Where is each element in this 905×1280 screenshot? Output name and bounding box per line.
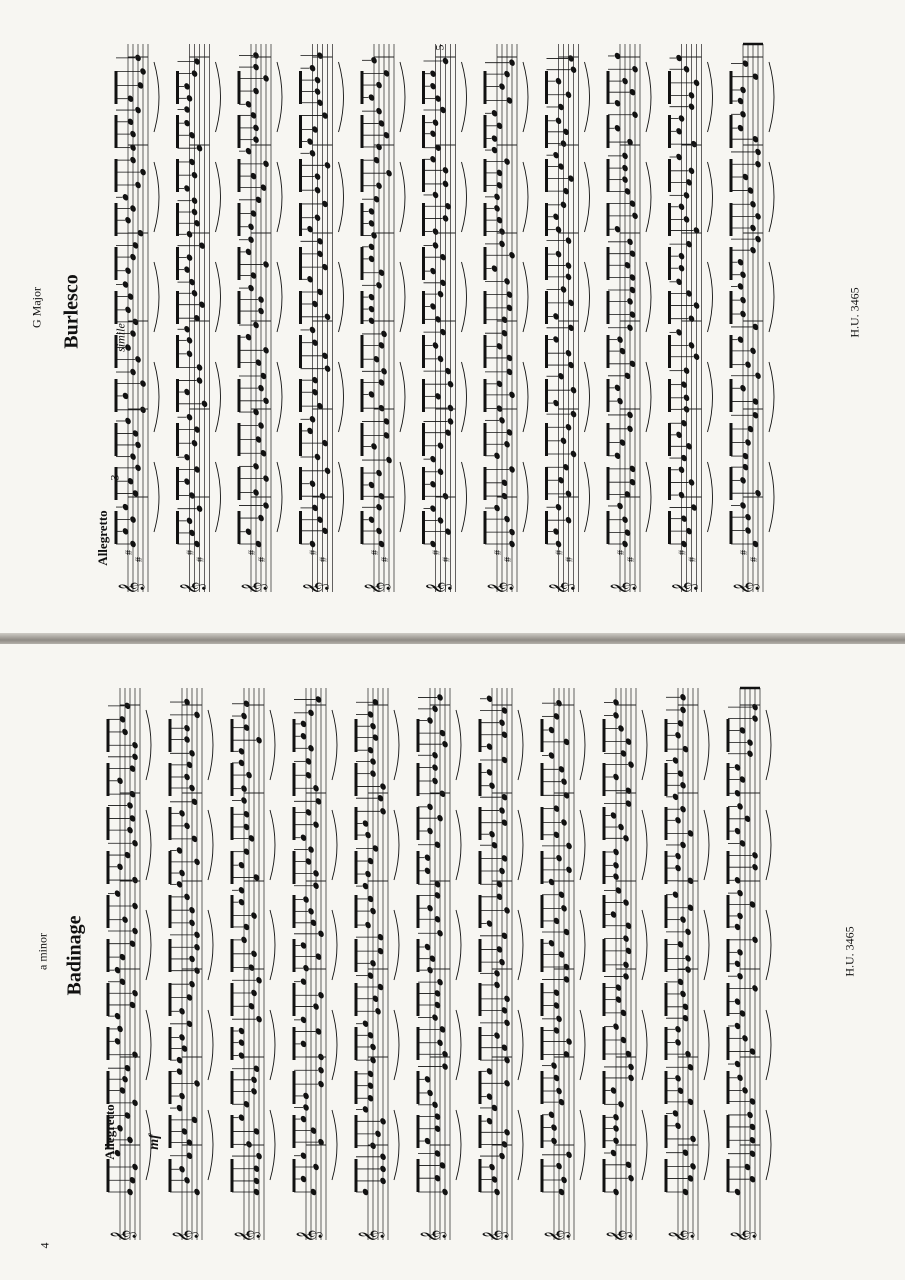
svg-text:𝄞: 𝄞 bbox=[242, 581, 267, 595]
svg-text:𝄞: 𝄞 bbox=[545, 1229, 570, 1243]
svg-text:𝄞: 𝄞 bbox=[672, 581, 698, 595]
page-5 bbox=[0, 0, 905, 636]
svg-text:𝄞: 𝄞 bbox=[734, 581, 759, 595]
svg-text:#: # bbox=[554, 550, 566, 555]
svg-text:#: # bbox=[257, 557, 268, 562]
staff-system bbox=[728, 688, 771, 1243]
svg-text:𝄞: 𝄞 bbox=[173, 1229, 198, 1243]
svg-text:𝄞: 𝄞 bbox=[669, 1229, 694, 1243]
svg-text:𝄞: 𝄞 bbox=[180, 581, 206, 595]
staff-system bbox=[356, 688, 399, 1243]
staff-system bbox=[666, 688, 709, 1243]
svg-text:𝄞: 𝄞 bbox=[421, 1229, 446, 1243]
page-number: 5 bbox=[432, 44, 447, 51]
staff-system bbox=[547, 44, 590, 595]
staff-system bbox=[294, 688, 337, 1243]
svg-text:#: # bbox=[134, 557, 145, 562]
simile-marking: simile bbox=[113, 323, 128, 352]
tempo-marking: Allegretto bbox=[95, 510, 110, 566]
svg-text:#: # bbox=[687, 557, 699, 562]
staff-system bbox=[608, 44, 651, 595]
key-label: G Major bbox=[29, 287, 44, 328]
svg-text:𝄞: 𝄞 bbox=[359, 1229, 384, 1243]
staff-system bbox=[418, 688, 461, 1243]
svg-text:#: # bbox=[626, 557, 637, 562]
svg-text:𝄞: 𝄞 bbox=[426, 581, 452, 595]
staff-system bbox=[170, 688, 213, 1243]
svg-text:𝄞: 𝄞 bbox=[611, 581, 636, 595]
svg-text:𝄞: 𝄞 bbox=[549, 581, 575, 595]
svg-text:#: # bbox=[247, 550, 258, 555]
svg-text:#: # bbox=[749, 557, 760, 562]
staff-system bbox=[424, 44, 467, 595]
svg-text:#: # bbox=[616, 550, 627, 555]
svg-text:#: # bbox=[493, 550, 504, 555]
page-footer: H.U. 3465 bbox=[847, 287, 862, 338]
tempo-marking: Allegretto bbox=[102, 1104, 117, 1160]
svg-text:#: # bbox=[677, 550, 689, 555]
svg-text:#: # bbox=[370, 550, 381, 555]
tuplet-mark: 3 bbox=[107, 474, 122, 481]
staff-systems-page-5 bbox=[0, 0, 905, 636]
svg-text:𝄞: 𝄞 bbox=[488, 581, 513, 595]
svg-text:#: # bbox=[564, 557, 576, 562]
svg-text:𝄞: 𝄞 bbox=[607, 1229, 632, 1243]
svg-text:#: # bbox=[195, 557, 207, 562]
svg-text:#: # bbox=[431, 550, 443, 555]
svg-text:𝄞: 𝄞 bbox=[119, 581, 144, 595]
svg-text:#: # bbox=[124, 550, 135, 555]
staff-system bbox=[480, 688, 523, 1243]
staff-system bbox=[301, 44, 344, 595]
piece-title: Badinage bbox=[63, 915, 86, 996]
staff-system bbox=[604, 688, 647, 1243]
staff-systems-page-4 bbox=[0, 644, 905, 1280]
svg-text:#: # bbox=[503, 557, 514, 562]
page-footer: H.U. 3465 bbox=[842, 926, 857, 977]
svg-text:#: # bbox=[308, 550, 320, 555]
svg-text:#: # bbox=[380, 557, 391, 562]
svg-text:𝄞: 𝄞 bbox=[303, 581, 329, 595]
svg-text:𝄞: 𝄞 bbox=[235, 1229, 260, 1243]
staff-system bbox=[362, 44, 405, 595]
svg-text:#: # bbox=[318, 557, 330, 562]
staff-system bbox=[670, 44, 713, 595]
svg-text:#: # bbox=[441, 557, 453, 562]
svg-text:𝄞: 𝄞 bbox=[297, 1229, 322, 1243]
piece-title: Burlesco bbox=[60, 274, 83, 349]
key-label: a minor bbox=[35, 933, 50, 970]
svg-text:𝄞: 𝄞 bbox=[731, 1229, 756, 1243]
page-4 bbox=[0, 644, 905, 1280]
page-number: 4 bbox=[37, 1242, 52, 1249]
svg-text:#: # bbox=[739, 550, 750, 555]
staff-system bbox=[178, 44, 221, 595]
staff-system bbox=[542, 688, 585, 1243]
dynamic-marking: mf bbox=[147, 1134, 162, 1150]
svg-text:#: # bbox=[185, 550, 197, 555]
svg-text:𝄞: 𝄞 bbox=[483, 1229, 508, 1243]
staff-system bbox=[232, 688, 275, 1243]
svg-text:𝄞: 𝄞 bbox=[365, 581, 390, 595]
staff-system bbox=[485, 44, 528, 595]
svg-text:𝄞: 𝄞 bbox=[111, 1229, 136, 1243]
staff-system bbox=[731, 44, 774, 595]
staff-system bbox=[239, 44, 282, 595]
